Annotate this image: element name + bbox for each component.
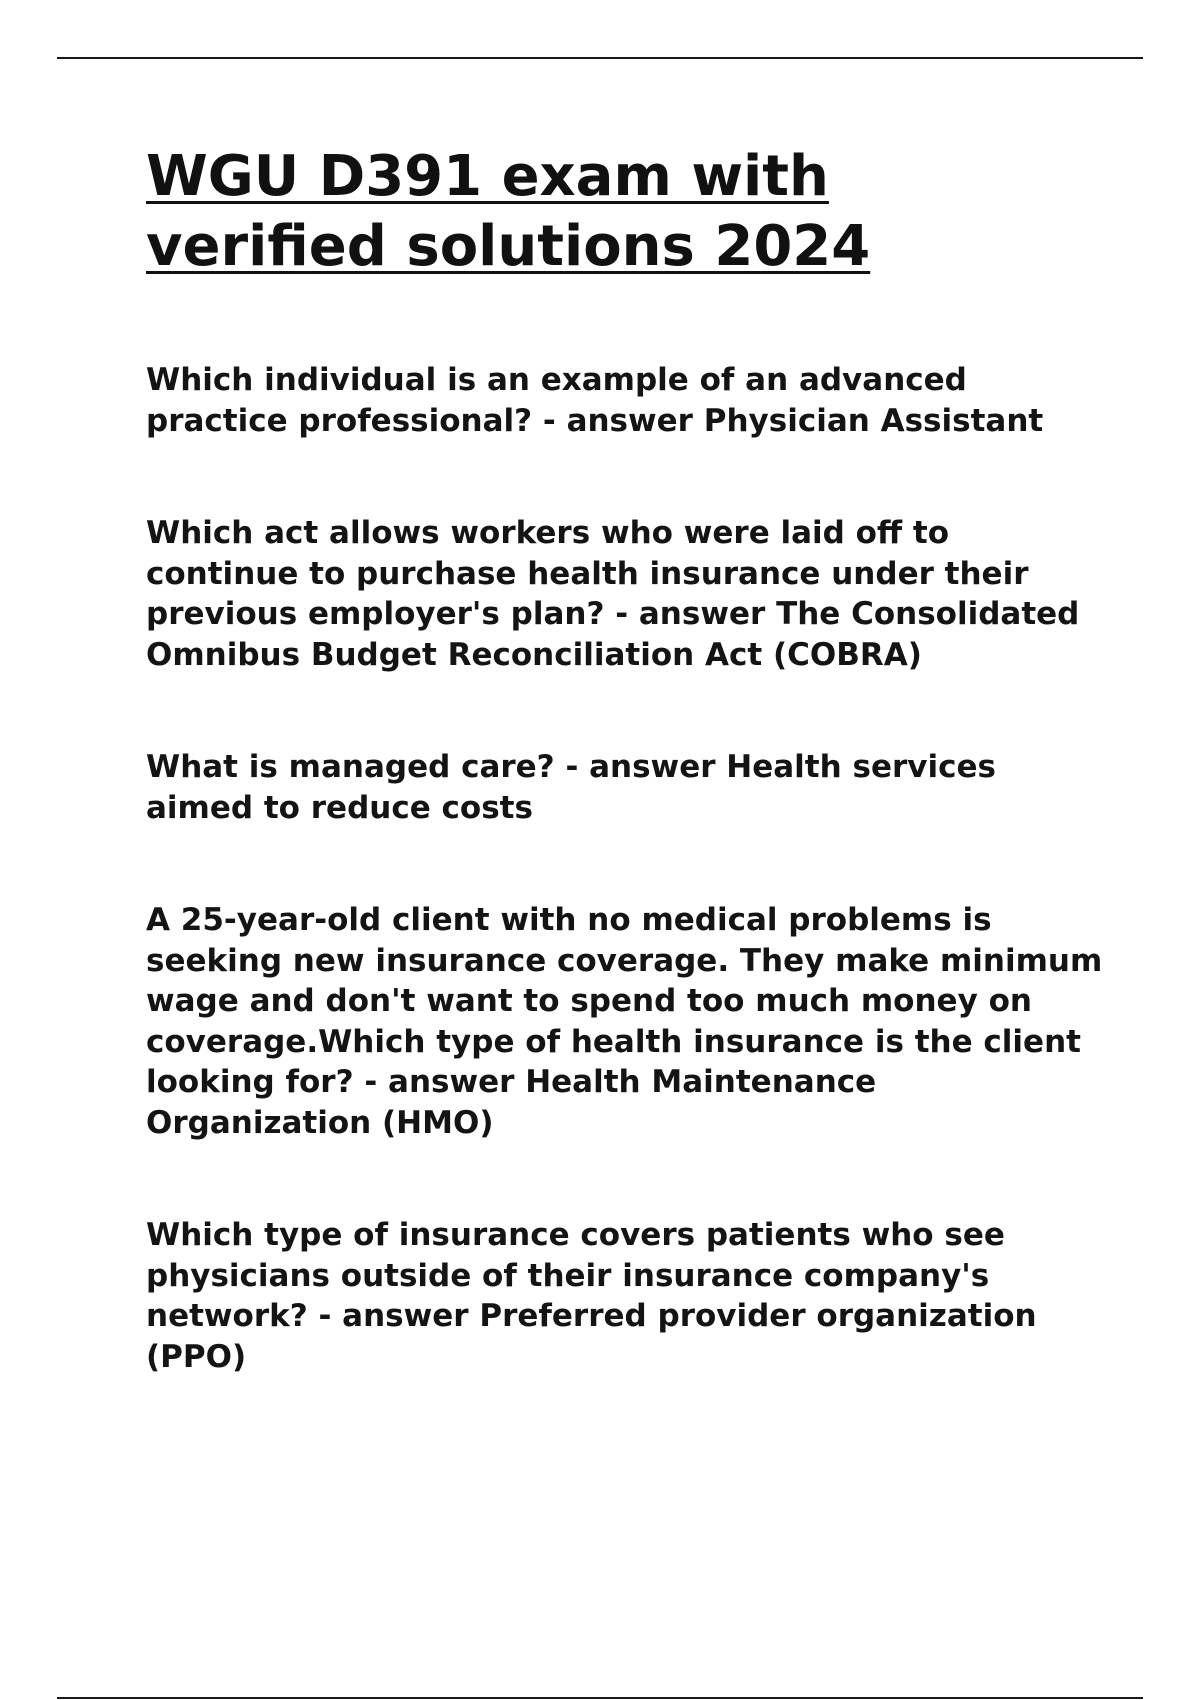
top-divider	[57, 57, 1143, 59]
qa-item: Which act allows workers who were laid off to continue to purchase health insurance under their previous employer's plan? - answer The Consolidated Omnibus Budget Reconciliation Act (COBRA)	[146, 515, 1080, 673]
bottom-divider	[57, 1697, 1143, 1699]
qa-list	[146, 360, 1106, 1377]
qa-item: Which individual is an example of an advanced practice professional? - answer Physician Assistant	[146, 362, 1044, 439]
qa-item: Which type of insurance covers patients who see physicians outside of their insurance company's network? - answer Preferred provider organization (PPO)	[146, 1217, 1037, 1375]
qa-item: A 25-year-old client with no medical problems is seeking new insurance coverage. They make minimum wage and don't want to spend too much money on coverage.Which type of health insurance is the client looking for? - answer Health Maintenance Organization (HMO)	[146, 902, 1103, 1141]
document-title: WGU D391 exam with verified solutions 2024	[146, 144, 871, 279]
qa-item: What is managed care? - answer Health services aimed to reduce costs	[146, 749, 996, 826]
